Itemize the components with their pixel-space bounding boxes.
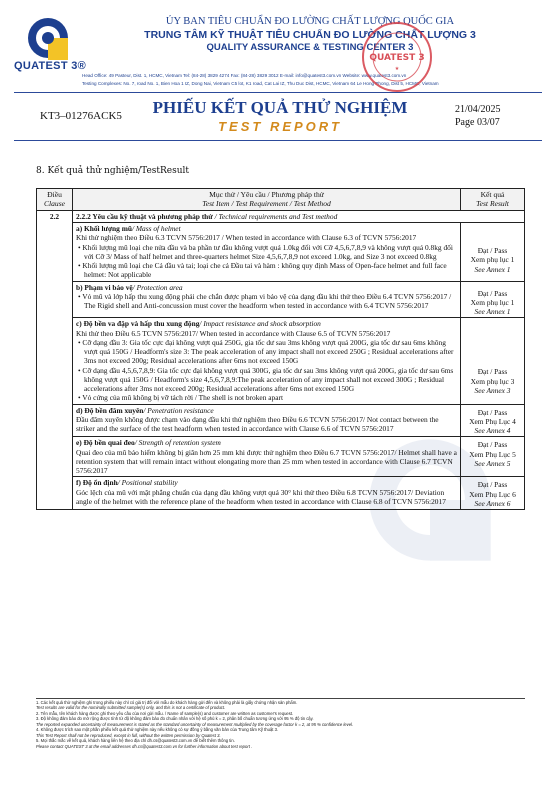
- test-item-cell: a) Khối lượng mũ/ Mass of helmet Khi thử nghiệm theo Điều 6.3 TCVN 5756:2017 / When tested in accordance with Clause 6.3 of TCVN 5756:2017 • Khối lượng mũ loại che nửa đầu và ba phần tư đầu không vượt quá 1.0kg đối với Cỡ 4,5,6,7,8,9 và không vượt quá 0.8kg đối với Cỡ 3/ Mass of half helmet and three-quarters helmet Size 4,5,6,7,8,9 not exceed 1.0kg, and Size 3 not exceed 0.8kg • Khối lượng mũ loại che Cả đầu và tai; loại che cả Đầu tai và hàm : không quy định Mass of Open-face helmet and full face helmet: Not applicable: [73, 223, 461, 282]
- header-item: Mục thử / Yêu cầu / Phương pháp thử Test Item / Test Requirement / Test Method: [73, 189, 461, 211]
- footnote-line: 5. Mọi thắc mắc về kết quả, khách hàng liên hệ theo địa chỉ dh.cs@quatest3.com.vn để biết thêm thông tin.: [36, 738, 235, 744]
- result-cell: Đạt / Pass Xem phụ lục 1 See Annex 1: [461, 281, 525, 318]
- table-row: [37, 437, 525, 477]
- report-title-vn: PHIẾU KẾT QUẢ THỬ NGHIỆM: [152, 98, 408, 117]
- logo-text: QUATEST 3®: [14, 60, 87, 72]
- footnote-line: 3. Độ không đảm bảo đo mở rộng được tính từ độ không đảm bảo đo chuẩn nhân với hệ số phủ k = 2, phân bố chuẩn tương ứng với 95 % độ tin cậy.: [36, 716, 314, 722]
- test-item-cell: d) Độ bền đâm xuyên/ Penetration resistance Đầu đâm xuyên không được chạm vào dạng đầu khi thử nghiệm theo Điều 6.6 TCVN 5756:2017/ Not contact between the striker and the surface of the test headform when tested in accordance with Clause 6.6 of TCVN 5756:2017: [73, 404, 461, 437]
- table-row: [37, 318, 525, 404]
- address-line-1: Head Office: 49 Pasteur, Dist. 1, HCMC, Vietnam Tel: (84-28) 3829 4274 Fax: (84-28) 3829 3012 E-mail: info@quatest3.com.vn Website: www.quatest3.com.vn: [82, 73, 407, 78]
- title-divider: [14, 140, 542, 141]
- result-cell: Đạt / Pass Xem Phụ Lục 6 See Annex 6: [461, 477, 525, 510]
- quatest3-logo: [18, 14, 78, 66]
- results-table: [36, 188, 525, 510]
- page-number: Page 03/07: [455, 117, 500, 128]
- report-date: 21/04/2025: [455, 104, 501, 115]
- center-name-vn: TRUNG TÂM KỸ THUẬT TIÊU CHUẨN ĐO LƯỜNG CHẤT LƯỢNG 3: [144, 29, 476, 41]
- footnote-line: Test results are valid for the nominally submitted sample(s) only, and this is not a certificate of product.: [36, 705, 226, 711]
- table-row: [37, 223, 525, 282]
- official-seal: [360, 20, 434, 94]
- test-item-cell: c) Độ bền va đập và hấp thu xung động/ Impact resistance and shock absorption Khi thử theo Điều 6.5 TCVN 5756:2017/ When tested in accordance with Clause 6.5 of TCVN 5756:2017 • Cỡ dạng đầu 3: Gia tốc cực đại không vượt quá 250G, gia tốc dư sau 3ms không vượt quá 200G, gia tốc dư sau 6ms không vượt quá 150G / Headform's size 3: The peak acceleration of any impact shall not exceed 250G ; Residual accelerations after 3ms not exceed 200g; Residual accelerations after 6ms not exceed 150G • Cỡ dạng đầu 4,5,6,7,8,9: Gia tốc cực đại không vượt quá 300G, gia tốc dư sau 3ms không vượt quá 200G, gia tốc dư sau 6ms không vượt quá 150G / Headform's size 4,5,6,7,8,9:The peak acceleration of any impact shall not exceed 300G ; Residual accelerations after 3ms not exceed 200g; Residual accelerations after 6ms not exceed 150G • Vỏ cứng của mũ không bị vỡ tách rời / The shell is not broken apart: [73, 318, 461, 404]
- address-line-2: Testing Complexes: No. 7, road No. 1, Bien Hoa 1 IZ, Dong Nai, Vietnam C5 lot, K1 road, Cat Lai IZ, Thu Duc Dist, HCMC, Vietnam 64 Le Hong Phong, Dist 5, HCMC, Vietnam: [82, 81, 439, 86]
- report-number: KT3–01276ACK5: [40, 110, 122, 122]
- report-title-en: TEST REPORT: [218, 119, 342, 134]
- test-item-cell: e) Độ bền quai đeo/ Strength of retention system Quai đeo của mũ bảo hiểm không bị giãn hơn 25 mm khi được thử nghiệm theo Điều 6.7 TCVN 5756:2017/ Helmet shall have a retention system that will remain intact without elongating more than 25 mm when tested in accordance with Clause 6.7 TCVN 5756:2017: [73, 437, 461, 477]
- footnote-divider: [36, 698, 525, 699]
- table-row: [37, 404, 525, 437]
- footnotes: [36, 700, 525, 749]
- test-item-cell: f) Độ ổn định/ Positional stability Góc lệch của mũ với mặt phẳng chuẩn của dạng đầu không vượt quá 30° khi thử theo Điều 6.8 TCVN 5756:2017/ Deviation angle of the helmet with the reference plane of the headform when tested in accordance with Clause 6.8 of TCVN 5756:2017: [73, 477, 461, 510]
- result-cell: Đạt / Pass Xem Phụ Lục 4 See Annex 4: [461, 404, 525, 437]
- header-clause: Điều Clause: [37, 189, 73, 211]
- result-cell: Đạt / Pass Xem Phụ Lục 5 See Annex 5: [461, 437, 525, 477]
- footnote-line: Please contact QUATEST 3 at the email addresses dh.cs@quatest3.com.vn for further information about test report .: [36, 743, 253, 749]
- test-item-cell: b) Phạm vi bảo vệ/ Protection area • Vỏ mũ và lớp hấp thu xung động phải che chắn được phạm vi bảo vệ của dạng đầu khi thử theo Điều 6.4 TCVN 5756:2017 / The Rigid shell and Anti-concussion must cover the headform when tested in accordance with 6.4 TCVN 5756:2017: [73, 281, 461, 318]
- government-name: ỦY BAN TIÊU CHUẨN ĐO LƯỜNG CHẤT LƯỢNG QUỐC GIA: [165, 16, 455, 27]
- svg-text:★: ★: [394, 66, 400, 72]
- clause-number: 2.2: [37, 210, 73, 509]
- center-name-en: QUALITY ASSURANCE & TESTING CENTER 3: [206, 42, 414, 53]
- table-row: [37, 281, 525, 318]
- footnote-line: The reported expanded uncertainty of measurement is stated as the standard uncertainty of measurement multiplied by the coverage factor k = 2, at 95 % confidence level.: [36, 721, 354, 727]
- header-result: Kết quả Test Result: [461, 189, 525, 211]
- footnote-line: 1. Các kết quả thử nghiệm ghi trong phiếu này chỉ có giá trị đối với mẫu do khách hàng gửi đến và không phải là giấy chứng nhận sản phẩm.: [36, 700, 298, 705]
- section-heading: 8. Kết quả thử nghiệm/TestResult: [36, 166, 190, 176]
- table-row: [37, 477, 525, 510]
- result-cell: Đạt / Pass Xem phụ lục 1 See Annex 1: [461, 223, 525, 282]
- header-divider: [14, 92, 542, 93]
- svg-text:QUATEST 3: QUATEST 3: [369, 53, 425, 63]
- footnote-line: 4. Không được trích sao một phần phiếu kết quả thử nghiệm này nếu không có sự đồng ý bằng văn bản của Trung tâm Kỹ thuật 3.: [36, 727, 279, 733]
- clause-title: 2.2.2 Yêu cầu kỹ thuật và phương pháp thử / Technical requirements and Test method: [73, 210, 525, 222]
- footnote-line: 2. Tên mẫu, tên khách hàng được ghi theo yêu cầu của nơi gửi mẫu. / Name of sample(s) and customer are written as customer's request.: [36, 710, 294, 716]
- footnote-line: This Test Report shall not be reproduced, except in full, without the written permission by Quatest 3.: [36, 732, 221, 738]
- result-cell: Đạt / Pass Xem phụ lục 3 See Annex 3: [461, 318, 525, 404]
